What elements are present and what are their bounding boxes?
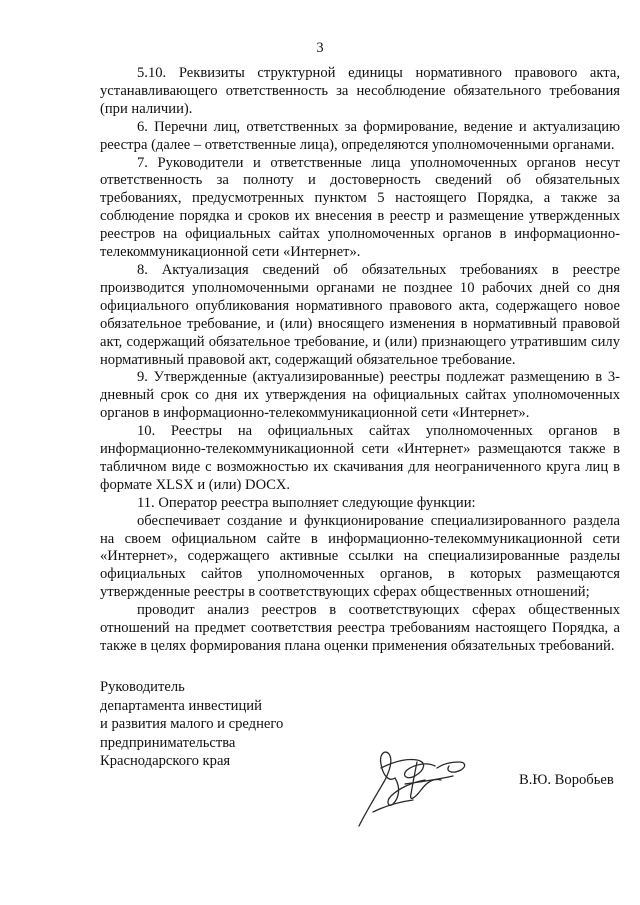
paragraph-6: 6. Перечни лиц, ответственных за формирование, ведение и актуализацию реестра (далее – ответственные лица), определяются уполномоченными органами. xyxy=(100,118,620,153)
signatory-name: В.Ю. Воробьев xyxy=(519,772,614,788)
document-body xyxy=(100,65,620,656)
signatory-position xyxy=(100,678,283,771)
handwritten-signature xyxy=(355,740,470,830)
paragraph-8: 8. Актуализация сведений об обязательных требованиях в реестре производится уполномоченными органами не позднее 10 рабочих дней со дня официального опубликования нормативного правового акта, содержащего новое обязательное требование, и (или) вносящего изменения в нормативный правовой акт, содержащий обязательное требование, и (или) признающего утратившим силу нормативный правовой акт, содержащий обязательное требование. xyxy=(100,261,620,368)
signatory-position-line: и развития малого и среднего xyxy=(100,716,284,733)
signatory-position-line: департамента инвестиций xyxy=(100,697,262,714)
paragraph-9: 9. Утвержденные (актуализированные) реестры подлежат размещению в 3-дневный срок со дня их утверждения на официальных сайтах уполномоченных органов в информационно-телекоммуникационной сети «Интернет». xyxy=(100,369,620,422)
paragraph-10: 10. Реестры на официальных сайтах уполномоченных органов в информационно-телекоммуникационной сети «Интернет» размещаются также в табличном виде с возможностью их скачивания для неограниченного круга лиц в формате XLSX и (или) DOCX. xyxy=(100,423,620,493)
page-number: 3 xyxy=(316,40,324,56)
paragraph-11-function-1: обеспечивает создание и функционирование специализированного раздела на своем официальном сайте в информационно-телекоммуникационной сети «Интернет», содержащего активные ссылки на специализированные разделы официальных сайтов уполномоченных органов, в которых размещаются утвержденные реестры в соответствующих сферах общественных отношений; xyxy=(100,512,620,601)
paragraph-11-function-2: проводит анализ реестров в соответствующих сферах общественных отношений на предмет соответствия реестра требованиям настоящего Порядка, а также в целях формирования плана оценки применения обязательных требований. xyxy=(100,602,620,654)
signatory-position-line: Краснодарского края xyxy=(100,753,231,770)
signatory-position-line: предпринимательства xyxy=(100,734,236,751)
paragraph-11: 11. Оператор реестра выполняет следующие функции: xyxy=(137,494,476,511)
paragraph-5-10: 5.10. Реквизиты структурной единицы нормативного правового акта, устанавливающего ответственность за несоблюдение обязательного требования (при наличии). xyxy=(100,65,620,117)
signatory-position-line: Руководитель xyxy=(100,679,185,695)
paragraph-7: 7. Руководители и ответственные лица уполномоченных органов несут ответственность за полноту и достоверность сведений об обязательных требованиях, предусмотренных пунктом 5 настоящего Порядка, а также за соблюдение порядка и сроков их внесения в реестр и размещение утвержденных реестров на официальных сайтах уполномоченных органов в информационно-телекоммуникационной сети «Интернет». xyxy=(100,154,620,261)
